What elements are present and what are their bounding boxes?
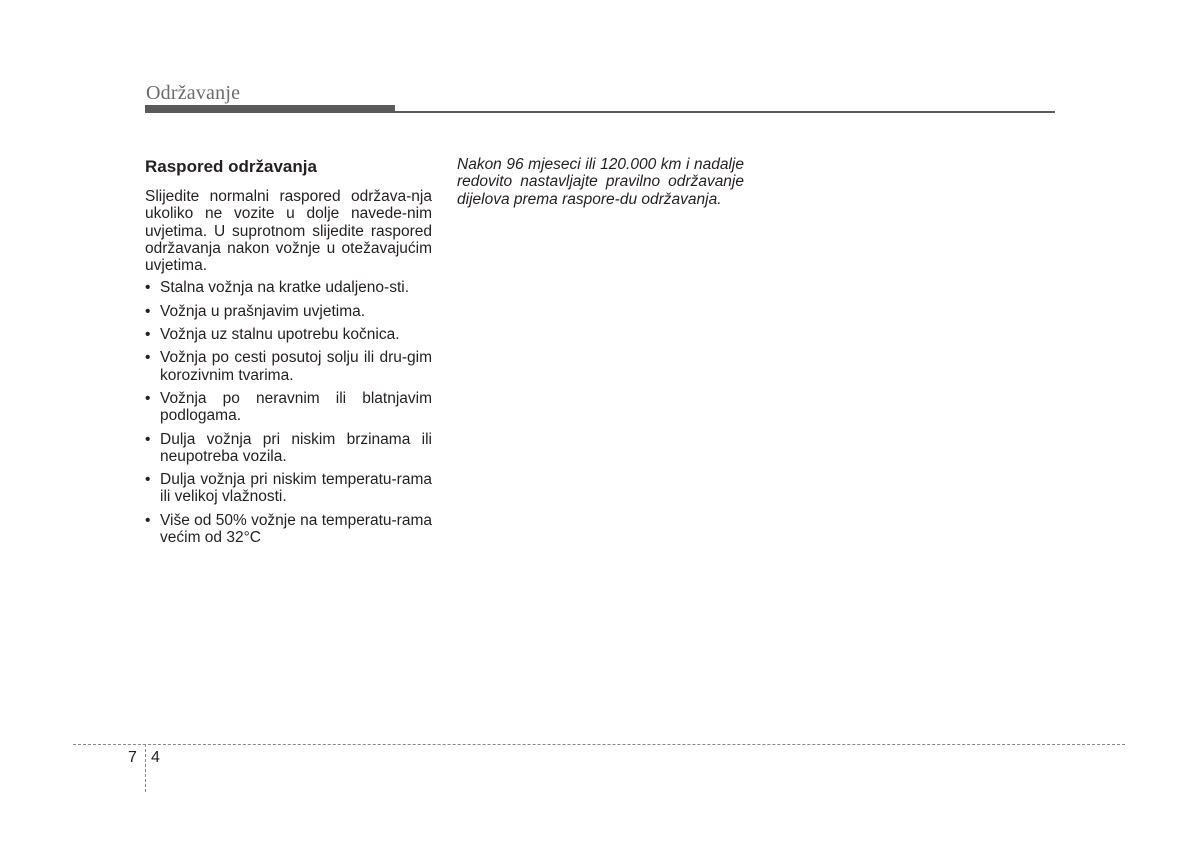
bullet-icon: • xyxy=(145,349,151,367)
footer-divider xyxy=(73,744,1125,745)
bullet-icon: • xyxy=(145,302,151,320)
bullet-icon: • xyxy=(145,471,151,489)
bullet-icon: • xyxy=(145,326,151,344)
list-item xyxy=(145,471,432,506)
condition-list xyxy=(145,279,432,546)
bullet-icon: • xyxy=(145,430,151,448)
list-item-text: Vožnja u prašnjavim uvjetima. xyxy=(160,302,366,320)
list-item-text: Dulja vožnja pri niskim temperatu-rama ili velikoj vlažnosti. xyxy=(160,471,432,506)
list-item xyxy=(145,279,432,296)
list-item-text: Dulja vožnja pri niskim brzinama ili neupotreba vozila. xyxy=(160,430,432,465)
list-item xyxy=(145,349,432,384)
list-item-text: Više od 50% vožnje na temperatu-rama većim od 32°C xyxy=(160,511,432,547)
header-rule-thick xyxy=(145,105,395,113)
maintenance-note: Nakon 96 mjeseci ili 120.000 km i nadalje redovito nastavljajte pravilno održavanje dijelova prema raspore-du održavanja. xyxy=(457,156,744,208)
list-item xyxy=(145,303,432,320)
list-item xyxy=(145,390,432,425)
list-item-text: Vožnja uz stalnu upotrebu kočnica. xyxy=(160,326,400,344)
bullet-icon: • xyxy=(145,279,151,297)
list-item-text: Vožnja po neravnim ili blatnjavim podlogama. xyxy=(160,389,432,425)
list-item xyxy=(145,326,432,343)
chapter-number: 7 xyxy=(128,749,137,766)
list-item-text: Stalna vožnja na kratke udaljeno-sti. xyxy=(160,279,410,297)
list-item-text: Vožnja po cesti posutoj solju ili dru-gim korozivnim tvarima. xyxy=(160,349,432,384)
page-number: 4 xyxy=(151,749,160,766)
footer-vertical-divider xyxy=(145,744,146,792)
section-heading: Raspored održavanja xyxy=(145,157,317,176)
left-column xyxy=(145,156,432,552)
header-rule-thin xyxy=(395,111,1055,113)
page-header-title: Održavanje xyxy=(146,82,241,104)
right-column xyxy=(457,156,744,208)
bullet-icon: • xyxy=(145,511,151,529)
bullet-icon: • xyxy=(145,389,151,407)
intro-paragraph: Slijedite normalni raspored održava-nja ukoliko ne vozite u dolje navede-nim uvjetima. U suprotnom slijedite raspored održavanja nakon vožnje u otežavajućim uvjetima. xyxy=(145,188,432,275)
list-item xyxy=(145,431,432,466)
list-item xyxy=(145,512,432,547)
